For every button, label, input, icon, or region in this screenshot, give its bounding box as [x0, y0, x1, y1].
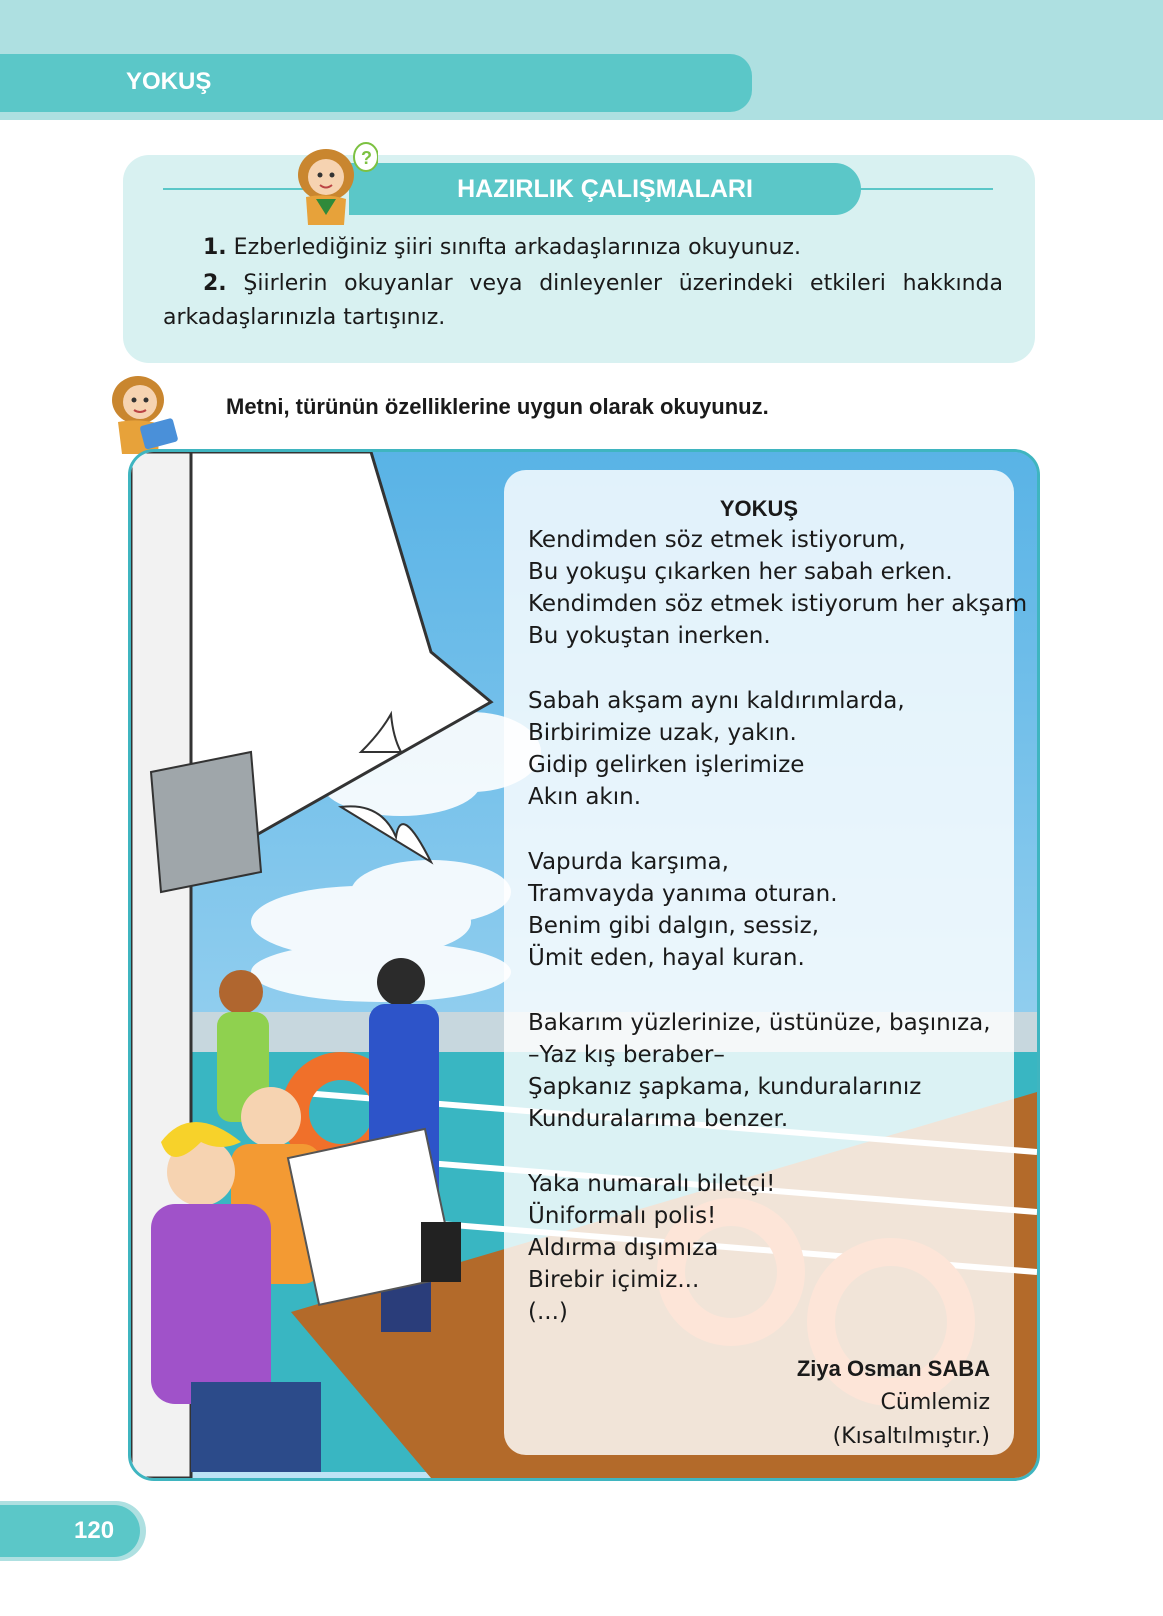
question-mark: ?	[361, 148, 372, 168]
poem-line: Bu yokuştan inerken.	[528, 623, 771, 649]
poem-line: Tramvayda yanıma oturan.	[528, 881, 838, 907]
chapter-title-tab	[0, 54, 752, 112]
stanza-1	[528, 524, 1027, 652]
poem-line: Kendimden söz etmek istiyorum her akşam	[528, 591, 1028, 617]
poem-source: Cümlemiz	[880, 1390, 990, 1415]
poem-panel	[504, 470, 1028, 1455]
prep-title: HAZIRLIK ÇALIŞMALARI	[349, 163, 861, 215]
poem-note: (Kısaltılmıştır.)	[832, 1424, 990, 1449]
poem-line: Yaka numaralı biletçi!	[528, 1171, 776, 1197]
prep-item-number: 1.	[203, 235, 227, 260]
poem-line: Vapurda karşıma,	[528, 849, 729, 875]
prep-item-1	[163, 231, 1003, 265]
poem-line: Akın akın.	[528, 784, 642, 810]
poem-line: Ümit eden, hayal kuran.	[528, 945, 805, 971]
prep-item-text: Şiirlerin okuyanlar veya dinleyenler üzerindeki etkileri hakkında arkadaşlarınızla tartışınız.	[163, 271, 1003, 330]
poem-line: –Yaz kış beraber–	[528, 1042, 725, 1068]
thinking-girl-icon	[278, 137, 378, 227]
poem-line: Aldırma dışımıza	[528, 1235, 719, 1261]
poem-line: Üniformalı polis!	[528, 1203, 717, 1229]
poem-credit	[797, 1352, 990, 1454]
chapter-title: YOKUŞ	[126, 68, 212, 95]
page-number-tab	[0, 1505, 140, 1557]
poem-line: Bakarım yüzlerinize, üstünüze, başınıza,	[528, 1010, 991, 1036]
stanza-4	[528, 1007, 991, 1135]
reading-girl-icon	[98, 366, 186, 456]
poem-line: Sabah akşam aynı kaldırımlarda,	[528, 688, 905, 714]
poem-line: Benim gibi dalgın, sessiz,	[528, 913, 820, 939]
poem-line: Şapkanız şapkama, kunduralarınız	[528, 1074, 922, 1100]
stanza-3	[528, 846, 838, 974]
stanza-2	[528, 685, 905, 813]
poem-title: YOKUŞ	[719, 496, 799, 521]
poem-line: Kendimden söz etmek istiyorum,	[528, 527, 906, 553]
ship-window	[151, 752, 261, 892]
reading-instruction: Metni, türünün özelliklerine uygun olarak okuyunuz.	[226, 394, 769, 419]
poem-line: Birebir içimiz...	[528, 1267, 700, 1293]
prep-item-2	[163, 267, 1003, 335]
preparation-box	[123, 148, 1035, 363]
poem-line: (...)	[528, 1299, 568, 1325]
poem-author: Ziya Osman SABA	[796, 1356, 990, 1381]
poem-line: Gidip gelirken işlerimize	[528, 752, 805, 778]
prep-item-text: Ezberlediğiniz şiiri sınıfta arkadaşlarınıza okuyunuz.	[226, 235, 801, 260]
poem-line: Birbirimize uzak, yakın.	[528, 720, 797, 746]
poem-line: Kunduralarıma benzer.	[528, 1106, 789, 1132]
page-number: 120	[74, 1517, 115, 1544]
prep-item-number: 2.	[203, 271, 227, 296]
poem-line: Bu yokuşu çıkarken her sabah erken.	[528, 559, 953, 585]
stanza-5	[528, 1168, 775, 1328]
